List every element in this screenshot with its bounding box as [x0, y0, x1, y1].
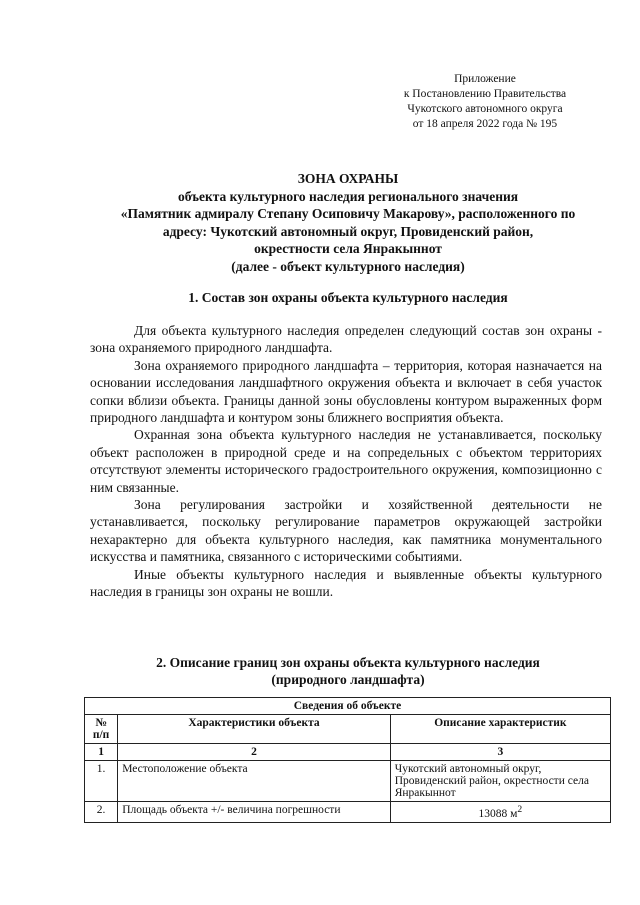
area-unit-exponent: 2	[517, 804, 523, 815]
table-row	[85, 761, 611, 802]
column-number: 3	[390, 744, 610, 761]
section-1-heading: 1. Состав зон охраны объекта культурного наследия	[188, 290, 508, 305]
row-description	[390, 802, 610, 823]
appendix-block	[385, 72, 585, 132]
document-title	[88, 170, 608, 276]
column-number: 2	[118, 744, 391, 761]
section-2-heading-line: (природного ландшафта)	[271, 672, 425, 687]
title-line: адресу: Чукотский автономный округ, Провиденский район,	[162, 223, 534, 239]
paragraph: Зона регулирования застройки и хозяйственной деятельности не устанавливается, поскольку регулирование параметров окружающей застройки нехарактерно для объекта культурного наследия, как памятника монументального искусства и памятника, связанного с историческими событиями.	[90, 497, 602, 565]
title-line: окрестности села Янракыннот	[254, 241, 442, 257]
title-line: (далее - объект культурного наследия)	[231, 258, 465, 274]
section-2-heading	[88, 654, 608, 688]
title-line: «Памятник адмиралу Степану Осиповичу Макарову», расположенного по	[120, 206, 576, 222]
object-info-table	[84, 697, 611, 823]
section-1-body	[90, 322, 602, 601]
table-caption: Сведения об объекте	[85, 698, 611, 715]
column-header-number: № п/п	[85, 715, 118, 744]
column-header-description: Описание характеристик	[390, 715, 610, 744]
table-header-row	[85, 715, 611, 744]
paragraph: Охранная зона объекта культурного наследия не устанавливается, поскольку объект расположен в природной среде и на сопредельных с объектом территориях отсутствуют элементы исторического градостроительного окружения, композиционно с ним связанные.	[90, 427, 602, 495]
row-characteristic: Местоположение объекта	[118, 761, 391, 802]
paragraph: Для объекта культурного наследия определен следующий состав зон охраны - зона охраняемого природного ландшафта.	[90, 323, 602, 356]
row-number: 1.	[85, 761, 118, 802]
column-header-characteristics: Характеристики объекта	[118, 715, 391, 744]
table-caption-row	[85, 698, 611, 715]
table-row	[85, 802, 611, 823]
appendix-line: Приложение	[454, 73, 516, 85]
paragraph: Зона охраняемого природного ландшафта – территория, которая назначается на основании исследования ландшафтного окружения объекта и включает в себя участок сопки вблизи объекта. Границы данной зоны обусловлены контуром выраженных форм природного ландшафта и контуром зоны ближнего восприятия объекта.	[90, 357, 602, 426]
row-description: Чукотский автономный округ, Провиденский район, окрестности села Янракыннот	[390, 761, 610, 802]
appendix-line: Чукотского автономного округа	[407, 103, 563, 115]
title-line: ЗОНА ОХРАНЫ	[297, 171, 399, 186]
title-line: объекта культурного наследия регионального значения	[177, 188, 519, 204]
area-value: 13088 м	[478, 807, 518, 820]
section-2-heading-line: 2. Описание границ зон охраны объекта культурного наследия	[156, 655, 540, 670]
row-number: 2.	[85, 802, 118, 823]
paragraph: Иные объекты культурного наследия и выявленные объекты культурного наследия в границы зон охраны не вошли.	[90, 566, 602, 600]
appendix-line: к Постановлению Правительства	[403, 88, 567, 100]
appendix-line: от 18 апреля 2022 года № 195	[412, 118, 558, 130]
row-characteristic: Площадь объекта +/- величина погрешности	[118, 802, 391, 823]
table-column-numbers-row	[85, 744, 611, 761]
column-number: 1	[85, 744, 118, 761]
